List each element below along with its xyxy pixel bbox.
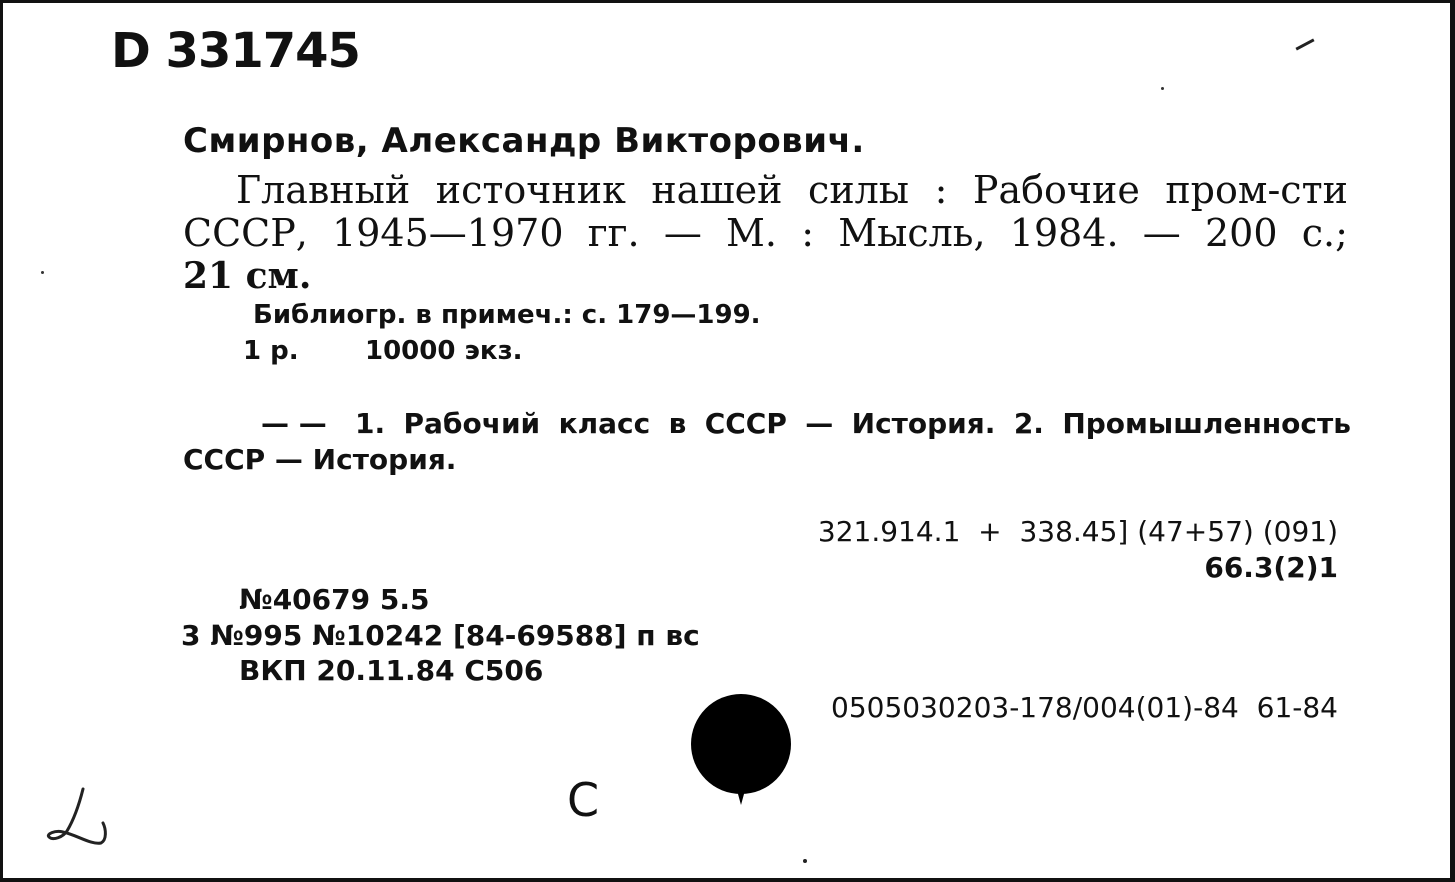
- bbk-index: 66.3(2)1: [1204, 551, 1338, 584]
- order-line: 3 №995 №10242 [84-69588] п вс: [181, 619, 700, 652]
- subjects-dash: — —: [261, 407, 327, 440]
- entry-number: №40679 5.5: [239, 583, 430, 616]
- subjects-line-2: СССР — История.: [183, 443, 457, 476]
- title-line-1: Главный источник нашей силы : Рабочие пром-сти: [236, 168, 1348, 212]
- handwritten-mark: [43, 779, 113, 859]
- punch-hole: [691, 694, 791, 794]
- speck: [803, 859, 807, 863]
- udc-index: 321.914.1 + 338.45] (47+57) (091): [817, 515, 1338, 548]
- stray-mark-top-right: [1295, 38, 1314, 50]
- subjects-line-1: 1. Рабочий класс в СССР — История. 2. Промышленность: [355, 407, 1351, 440]
- bibliography-note: Библиогр. в примеч.: с. 179—199.: [253, 300, 761, 330]
- call-number: D 331745: [111, 23, 360, 79]
- catalog-code: 0505030203-178/004(01)-84 61-84: [831, 691, 1338, 724]
- speck: [1161, 87, 1164, 90]
- punch-hole-tail: [735, 783, 747, 805]
- speck: [41, 271, 44, 274]
- letter-c: С: [567, 773, 600, 827]
- author-heading: Смирнов, Александр Викторович.: [183, 121, 865, 161]
- size-line: 21 см.: [183, 255, 312, 297]
- vkp-line: ВКП 20.11.84 С506: [239, 654, 544, 687]
- copies: 10000 экз.: [365, 336, 523, 366]
- price: 1 р.: [243, 336, 299, 366]
- title-line-2: СССР, 1945—1970 гг. — М. : Мысль, 1984. — 200 с.;: [183, 211, 1348, 255]
